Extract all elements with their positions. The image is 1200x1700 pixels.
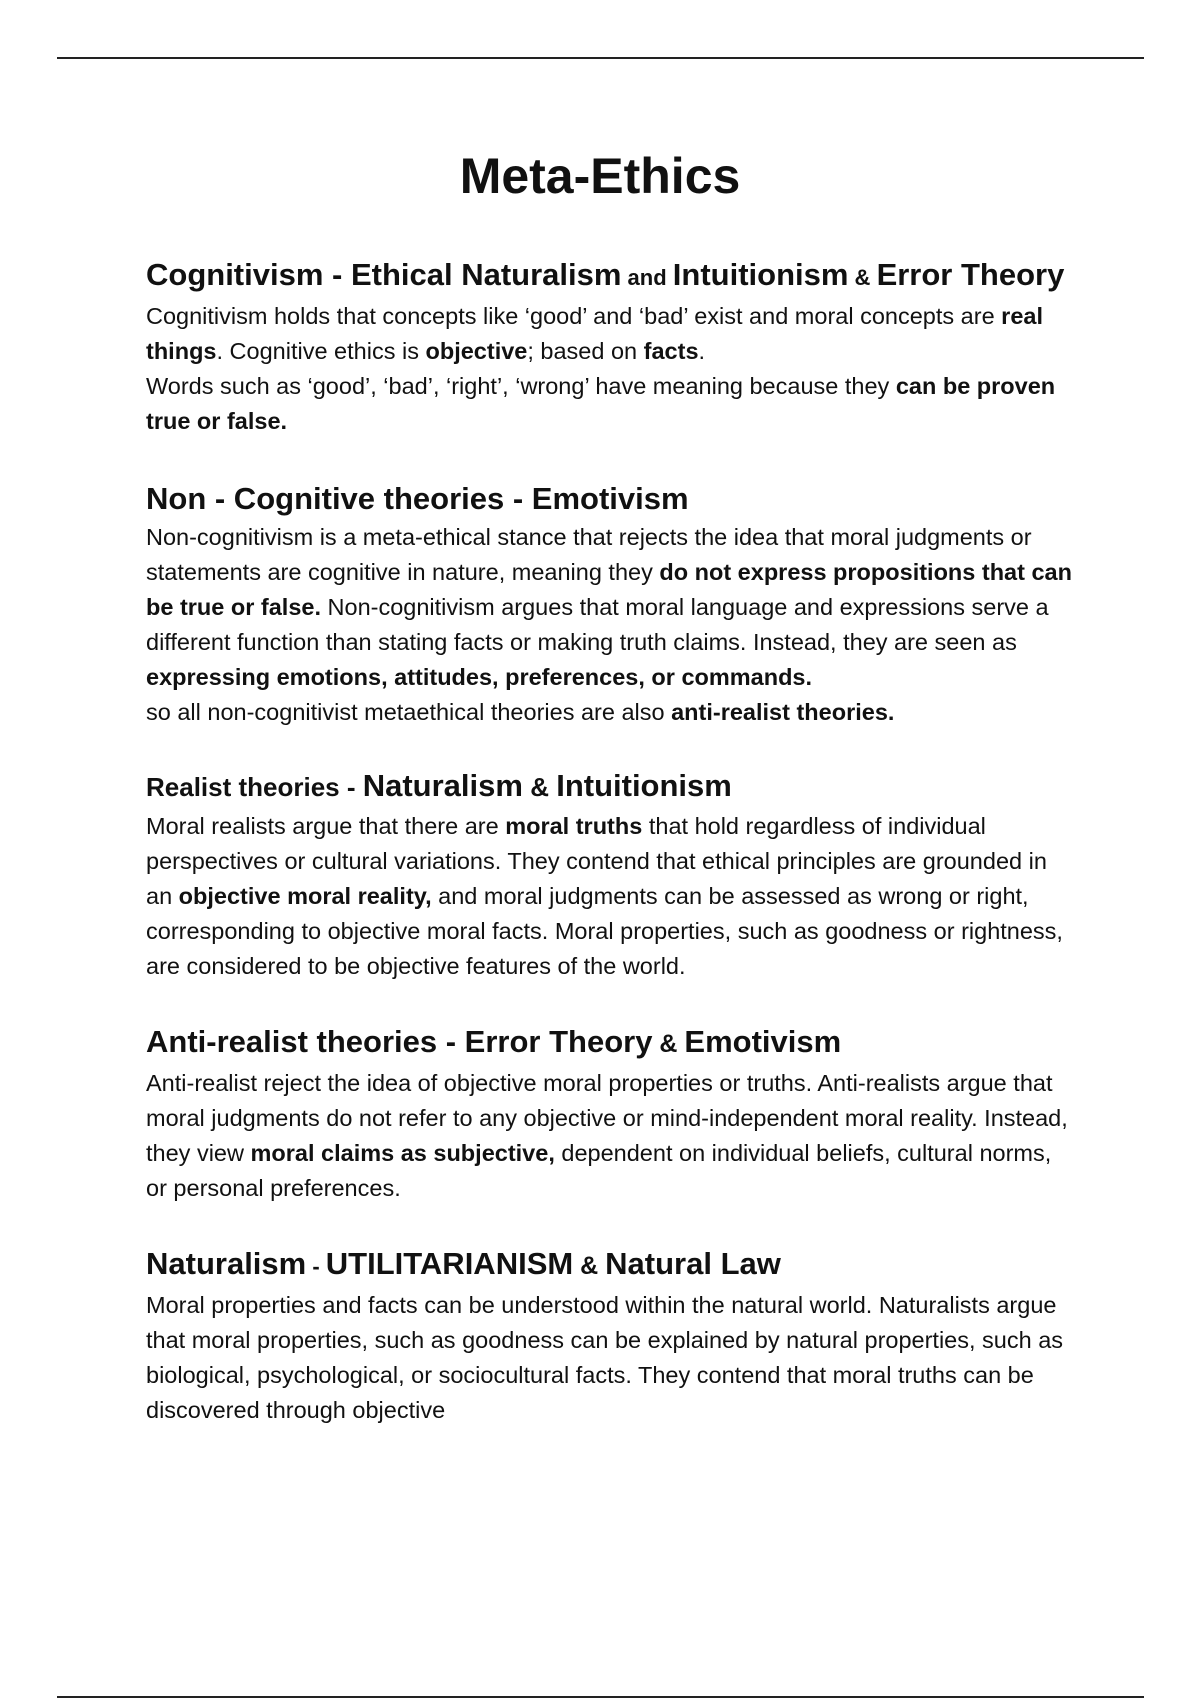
text-run: so all non-cognitivist metaethical theories are also — [146, 699, 672, 725]
section-paragraph — [146, 1066, 1076, 1206]
text-run: and moral judgments can be assessed as wrong or right, corresponding to objective moral facts. Moral properties, such as goodness or rightness, are considered to be objective features of the world. — [146, 883, 1063, 979]
bold-run: do not express propositions that can be true or false. — [146, 559, 1072, 620]
heading-part: Naturalism — [146, 1246, 307, 1281]
bold-run: real things — [146, 303, 1043, 364]
heading-part: and — [621, 265, 673, 290]
heading-part: Anti-realist theories - Error Theory — [146, 1024, 653, 1059]
text-run: Cognitivism holds that concepts like ‘good’ and ‘bad’ exist and moral concepts are — [146, 303, 1002, 329]
section-cognitivism — [146, 253, 1076, 439]
heading-part: - — [306, 1254, 326, 1279]
section-realist — [146, 764, 1076, 984]
section-paragraph — [146, 520, 1076, 730]
heading-part: Natural Law — [605, 1246, 781, 1281]
section-heading — [146, 1242, 1076, 1288]
heading-part: & — [573, 1252, 606, 1280]
text-run: Moral properties and facts can be understood within the natural world. Naturalists argue that moral properties, such as goodness can be explained by natural properties, such as biological, psychological, or sociocultural facts. They contend that moral truths can be discovered through objective — [146, 1292, 1064, 1423]
heading-part: UTILITARIANISM — [325, 1246, 574, 1281]
text-run: Anti-realist reject the idea of objective moral properties or truths. Anti-realists argue that moral judgments do not refer to any objective or mind-independent moral reality. Instead, they view — [146, 1070, 1068, 1166]
heading-part: Non - Cognitive theories - Emotivism — [146, 481, 689, 516]
text-run: ; based on — [527, 338, 644, 364]
top-rule — [57, 57, 1144, 59]
heading-part: & — [522, 772, 557, 802]
heading-part: Intuitionism — [556, 768, 732, 803]
text-run: . — [698, 338, 706, 364]
text-run: Non-cognitivism argues that moral language and expressions serve a different function than stating facts or making truth claims. Instead, they are seen as — [146, 594, 1049, 655]
bold-run: facts — [643, 338, 699, 364]
section-heading — [146, 253, 1076, 299]
heading-part: Intuitionism — [672, 257, 849, 292]
heading-part: & — [652, 1030, 685, 1058]
text-run: Words such as ‘good’, ‘bad’, ‘right’, ‘wrong’ have meaning because they — [146, 373, 896, 399]
section-anti-realist — [146, 1020, 1076, 1206]
heading-part: Error Theory — [876, 257, 1065, 292]
page-title: Meta-Ethics — [459, 148, 741, 204]
section-heading — [146, 764, 1076, 809]
heading-part: Realist theories - — [146, 772, 363, 802]
section-heading — [146, 1020, 1076, 1066]
section-naturalism — [146, 1242, 1076, 1428]
bold-run: moral truths — [505, 813, 643, 839]
section-heading — [146, 477, 1076, 520]
bottom-rule — [57, 1696, 1144, 1698]
bold-run: objective moral reality, — [178, 883, 432, 909]
text-run: . Cognitive ethics is — [216, 338, 426, 364]
bold-run: expressing emotions, attitudes, preferences, or commands. — [146, 664, 813, 690]
bold-run: can be proven true or false. — [146, 373, 1056, 434]
text-run: Moral realists argue that there are — [146, 813, 506, 839]
heading-part: & — [848, 265, 877, 290]
section-paragraph — [146, 1288, 1076, 1428]
bold-run: anti-realist theories. — [671, 699, 895, 725]
heading-part: Cognitivism - Ethical Naturalism — [146, 257, 622, 292]
section-non-cognitive — [146, 477, 1076, 730]
heading-part: Emotivism — [684, 1024, 842, 1059]
text-run: Non-cognitivism is a meta-ethical stance that rejects the idea that moral judgments or statements are cognitive in nature, meaning they — [146, 524, 1032, 585]
heading-part: Naturalism — [362, 768, 523, 803]
section-paragraph — [146, 299, 1076, 439]
section-paragraph — [146, 809, 1076, 984]
bold-run: objective — [425, 338, 528, 364]
text-run: that hold regardless of individual perspectives or cultural variations. They contend that ethical principles are grounded in an — [146, 813, 1047, 909]
text-run: dependent on individual beliefs, cultural norms, or personal preferences. — [146, 1140, 1052, 1201]
document-body — [146, 253, 1076, 1428]
bold-run: moral claims as subjective, — [250, 1140, 555, 1166]
